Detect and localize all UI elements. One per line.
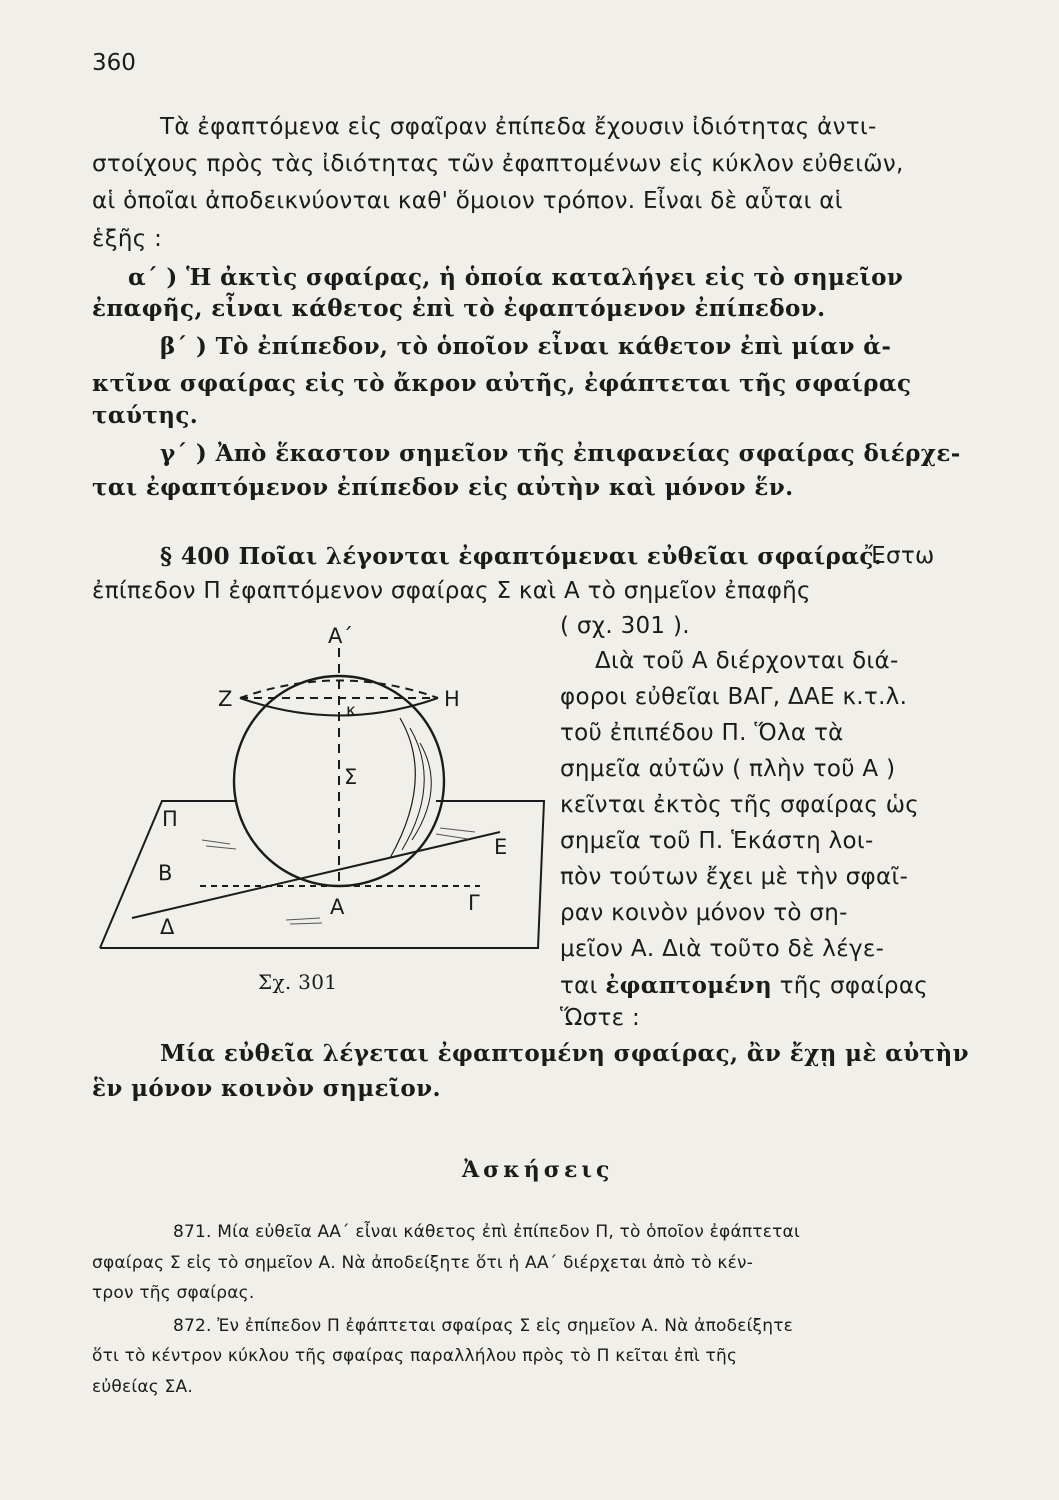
figure-sphere-tangent-plane <box>90 618 560 1018</box>
definition-line: ἓν μόνον κοινὸν σημεῖον. <box>92 1075 441 1102</box>
property-line: ται ἐφαπτόμενον ἐπίπεδον εἰς αὐτὴν καὶ μόνον ἕν. <box>92 474 794 501</box>
intro-line: Τὰ ἐφαπτόμενα εἰς σφαῖραν ἐπίπεδα ἔχουσιν ἰδιότητας ἀντι- <box>160 114 877 140</box>
sphere-shading <box>402 728 424 850</box>
label-plane: Π <box>162 807 178 831</box>
body-line: σημεῖα τοῦ Π. Ἑκάστη λοι- <box>560 828 874 854</box>
figure-labels <box>158 624 507 939</box>
body-last-bold: ἐφαπτομένη <box>605 972 772 999</box>
page-number: 360 <box>92 50 136 76</box>
label-e: Ε <box>494 835 508 859</box>
intro-line: στοίχους πρὸς τὰς ἰδιότητας τῶν ἐφαπτομένων εἰς κύκλον εὐθειῶν, <box>92 151 904 177</box>
property-line: α΄ ) Ἡ ἀκτὶς σφαίρας, ἡ ὁποία καταλήγει εἰς τὸ σημεῖον <box>128 264 904 291</box>
label-top: Α΄ <box>328 624 353 648</box>
tangent-lines <box>132 832 500 918</box>
exercise-line: 871. Μία εὐθεῖα ΑΑ΄ εἶναι κάθετος ἐπὶ ἐπίπεδον Π, τὸ ὁποῖον ἐφάπτεται <box>173 1222 800 1242</box>
label-a: Α <box>330 895 345 919</box>
body-line: πὸν τούτων ἔχει μὲ τὴν σφαῖ- <box>560 864 909 890</box>
label-d: Δ <box>160 915 175 939</box>
line-delta-e <box>132 832 500 918</box>
exercises-heading: Ἀσκήσεις <box>462 1157 614 1183</box>
body-line: ( σχ. 301 ). <box>560 613 690 639</box>
label-g: Γ <box>468 891 480 915</box>
label-center: κ <box>346 701 357 721</box>
property-line: κτῖνα σφαίρας εἰς τὸ ἄκρον αὐτῆς, ἐφάπτεται τῆς σφαίρας <box>92 370 912 397</box>
label-right: Η <box>444 687 460 711</box>
body-line: μεῖον Α. Διὰ τοῦτο δὲ λέγε- <box>560 936 885 962</box>
intro-line: αἱ ὁποῖαι ἀποδεικνύονται καθ' ὅμοιον τρόπον. Εἶναι δὲ αὗται αἱ <box>92 188 843 214</box>
body-last-pre: ται <box>560 973 598 999</box>
property-line: ἐπαφῆς, εἶναι κάθετος ἐπὶ τὸ ἐφαπτόμενον ἐπίπεδον. <box>92 295 826 322</box>
conclusion-lead: Ὥστε : <box>560 1005 641 1031</box>
exercise-line: 872. Ἐν ἐπίπεδον Π ἐφάπτεται σφαίρας Σ εἰς σημεῖον Α. Νὰ ἀποδείξητε <box>173 1316 794 1336</box>
section-line: ἐπίπεδον Π ἐφαπτόμενον σφαίρας Σ καὶ Α τὸ σημεῖον ἐπαφῆς <box>92 578 811 604</box>
figure-caption: Σχ. 301 <box>258 970 338 994</box>
body-last-line <box>560 972 928 999</box>
label-left: Ζ <box>218 687 233 711</box>
definition-line: Μία εὐθεῖα λέγεται ἐφαπτομένη σφαίρας, ἂν ἔχῃ μὲ αὐτὴν <box>160 1040 969 1067</box>
body-last-post: τῆς σφαίρας <box>779 973 929 999</box>
body-line: τοῦ ἐπιπέδου Π. Ὅλα τὰ <box>560 720 844 746</box>
property-line: γ΄ ) Ἀπὸ ἕκαστον σημεῖον τῆς ἐπιφανείας σφαίρας διέρχε- <box>160 440 961 467</box>
property-line: β΄ ) Τὸ ἐπίπεδον, τὸ ὁποῖον εἶναι κάθετον ἐπὶ μίαν ἀ- <box>160 333 892 360</box>
exercise-line: τρον τῆς σφαίρας. <box>92 1283 255 1303</box>
body-line: ραν κοινὸν μόνον τὸ ση- <box>560 900 848 926</box>
section-title: § 400 Ποῖαι λέγονται ἐφαπτόμεναι εὐθεῖαι σφαίρας. <box>160 543 883 570</box>
body-line: σημεῖα αὐτῶν ( πλὴν τοῦ Α ) <box>560 756 896 782</box>
body-line: κεῖνται ἐκτὸς τῆς σφαίρας ὡς <box>560 792 920 818</box>
exercise-line: σφαίρας Σ εἰς τὸ σημεῖον Α. Νὰ ἀποδείξητε ὅτι ἡ ΑΑ΄ διέρχεται ἀπὸ τὸ κέν- <box>92 1253 754 1273</box>
body-line: φοροι εὐθεῖαι ΒΑΓ, ΔΑΕ κ.τ.λ. <box>560 684 908 710</box>
intro-line: ἑξῆς : <box>92 226 163 252</box>
section-title-tail: Ἔστω <box>865 543 935 569</box>
exercise-line: ὅτι τὸ κέντρον κύκλου τῆς σφαίρας παραλλήλου πρὸς τὸ Π κεῖται ἐπὶ τῆς <box>92 1346 738 1366</box>
label-sphere: Σ <box>344 765 358 789</box>
exercise-line: εὐθείας ΣΑ. <box>92 1377 193 1397</box>
label-b: Β <box>158 861 173 885</box>
sphere-shading <box>390 718 415 858</box>
property-line: ταύτης. <box>92 402 199 429</box>
body-line: Διὰ τοῦ Α διέρχονται διά- <box>595 648 899 674</box>
